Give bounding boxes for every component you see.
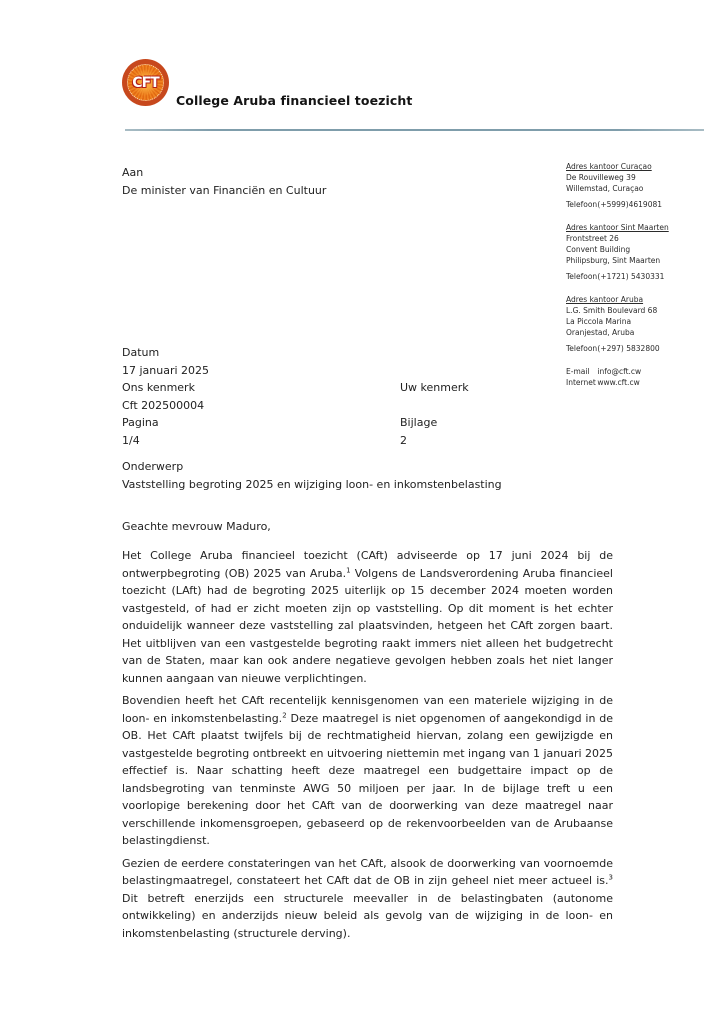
paragraph-1-text-cont: Volgens de Landsverordening Aruba financieel toezicht (LAft) had de begroting 2025 uiterlijk op 15 december 2024 moeten worden vastgesteld, of had er zicht moeten zijn op vaststelling. Op dit moment is het echter onduidelijk wanneer deze vaststelling zal plaatsvinden, hetgeen het CAft zorgen baart. Het uitblijven van een vastgestelde begroting raakt immers niet alleen het budgetrecht van de Staten, maar kan ook andere negatieve gevolgen hebben zoals het niet langer kunnen aangaan van nieuwe verplichtingen. <box>122 566 613 685</box>
salutation: Geachte mevrouw Maduro, <box>122 520 271 533</box>
office-title: Adres kantoor Aruba <box>566 295 644 304</box>
letter-meta-block <box>122 344 614 449</box>
cft-logo-sunburst <box>127 64 164 101</box>
address-line: La Piccola Marina <box>566 317 632 326</box>
phone-number: (+297) 5832800 <box>597 344 660 353</box>
letter-body <box>122 547 613 947</box>
ons-kenmerk-label: Ons kenmerk <box>122 381 195 394</box>
address-line: Frontstreet 26 <box>566 234 619 243</box>
address-line: Oranjestad, Aruba <box>566 328 635 337</box>
uw-kenmerk-label: Uw kenmerk <box>400 381 469 394</box>
phone-row <box>566 271 716 282</box>
paragraph-3-text: Gezien de eerdere constateringen van het CAft, alsook de doorwerking van voornoemde belastingmaatregel, constateert het CAft dat de OB in zijn geheel niet meer actueel is. <box>122 856 613 887</box>
pagina-label: Pagina <box>122 416 159 429</box>
office-curacao <box>566 161 716 210</box>
address-line: Philipsburg, Sint Maarten <box>566 256 661 265</box>
subject-block <box>122 458 502 493</box>
datum-value: 17 januari 2025 <box>122 363 210 377</box>
office-title: Adres kantoor Curaçao <box>566 162 652 171</box>
phone-row <box>566 199 716 210</box>
bijlage-value: 2 <box>400 433 407 447</box>
email-value: info@cft.cw <box>597 367 642 376</box>
ons-kenmerk-value: Cft 202500004 <box>122 398 205 412</box>
office-sint-maarten <box>566 222 716 282</box>
phone-label: Telefoon <box>566 272 598 281</box>
address-line: De Rouvilleweg 39 <box>566 173 636 182</box>
recipient-block <box>122 164 326 199</box>
paragraph-2-text: Bovendien heeft het CAft recentelijk kennisgenomen van een materiele wijziging in de loon- en inkomstenbelasting. <box>122 694 613 725</box>
phone-number: (+5999)4619081 <box>597 200 663 209</box>
paragraph-2 <box>122 692 613 850</box>
phone-label: Telefoon <box>566 344 598 353</box>
address-line: Convent Building <box>566 245 631 254</box>
cft-logo-text: CFT <box>132 74 159 91</box>
paragraph-3 <box>122 855 613 943</box>
subject-text: Vaststelling begroting 2025 en wijziging loon- en inkomstenbelasting <box>122 477 502 491</box>
phone-number: (+1721) 5430331 <box>597 272 665 281</box>
footnote-ref-1: 1 <box>346 565 351 574</box>
email-label: E-mail <box>566 367 590 376</box>
recipient-label: Aan <box>122 166 144 179</box>
organization-name: College Aruba financieel toezicht <box>176 93 413 108</box>
subject-label: Onderwerp <box>122 460 184 473</box>
footnote-ref-3: 3 <box>608 873 613 882</box>
paragraph-2-text-cont: Deze maatregel is niet opgenomen of aangekondigd in de OB. Het CAft plaatst twijfels bij de rechtmatigheid hiervan, zolang een gewijzigde en vastgestelde begroting ontbreekt en uitvoering niettemin met ingang van 1 januari 2025 effectief is. Naar schatting heeft deze maatregel een budgettaire impact op de landsbegroting van tenminste AWG 50 miljoen per jaar. In de bijlage treft u een voorlopige berekening door het CAft van de doorwerking van deze maatregel naar verschillende inkomensgroepen, gebaseerd op de rekenvoorbeelden van de Arubaanse belastingdienst. <box>122 711 614 847</box>
cft-logo-icon <box>122 59 169 106</box>
datum-label: Datum <box>122 346 160 359</box>
paragraph-1 <box>122 547 613 687</box>
bijlage-label: Bijlage <box>400 416 438 429</box>
recipient-name: De minister van Financiën en Cultuur <box>122 183 327 197</box>
paragraph-1-text: Het College Aruba financieel toezicht (CAft) adviseerde op 17 juni 2024 bij de ontwerpbegroting (OB) 2025 van Aruba. <box>122 549 613 580</box>
address-line: Willemstad, Curaçao <box>566 184 644 193</box>
address-line: L.G. Smith Boulevard 68 <box>566 306 658 315</box>
header-divider <box>125 129 704 131</box>
paragraph-3-text-cont: Dit betreft enerzijds een structurele meevaller in de belastingbaten (autonome ontwikkeling) en anderzijds nieuw beleid als gevolg van de wijziging in de loon- en inkomstenbelasting (structurele derving). <box>122 891 613 940</box>
pagina-value: 1/4 <box>122 433 140 447</box>
footnote-ref-2: 2 <box>282 710 287 719</box>
office-title: Adres kantoor Sint Maarten <box>566 223 669 232</box>
internet-label: Internet <box>566 378 596 387</box>
internet-value: www.cft.cw <box>597 378 640 387</box>
phone-label: Telefoon <box>566 200 598 209</box>
